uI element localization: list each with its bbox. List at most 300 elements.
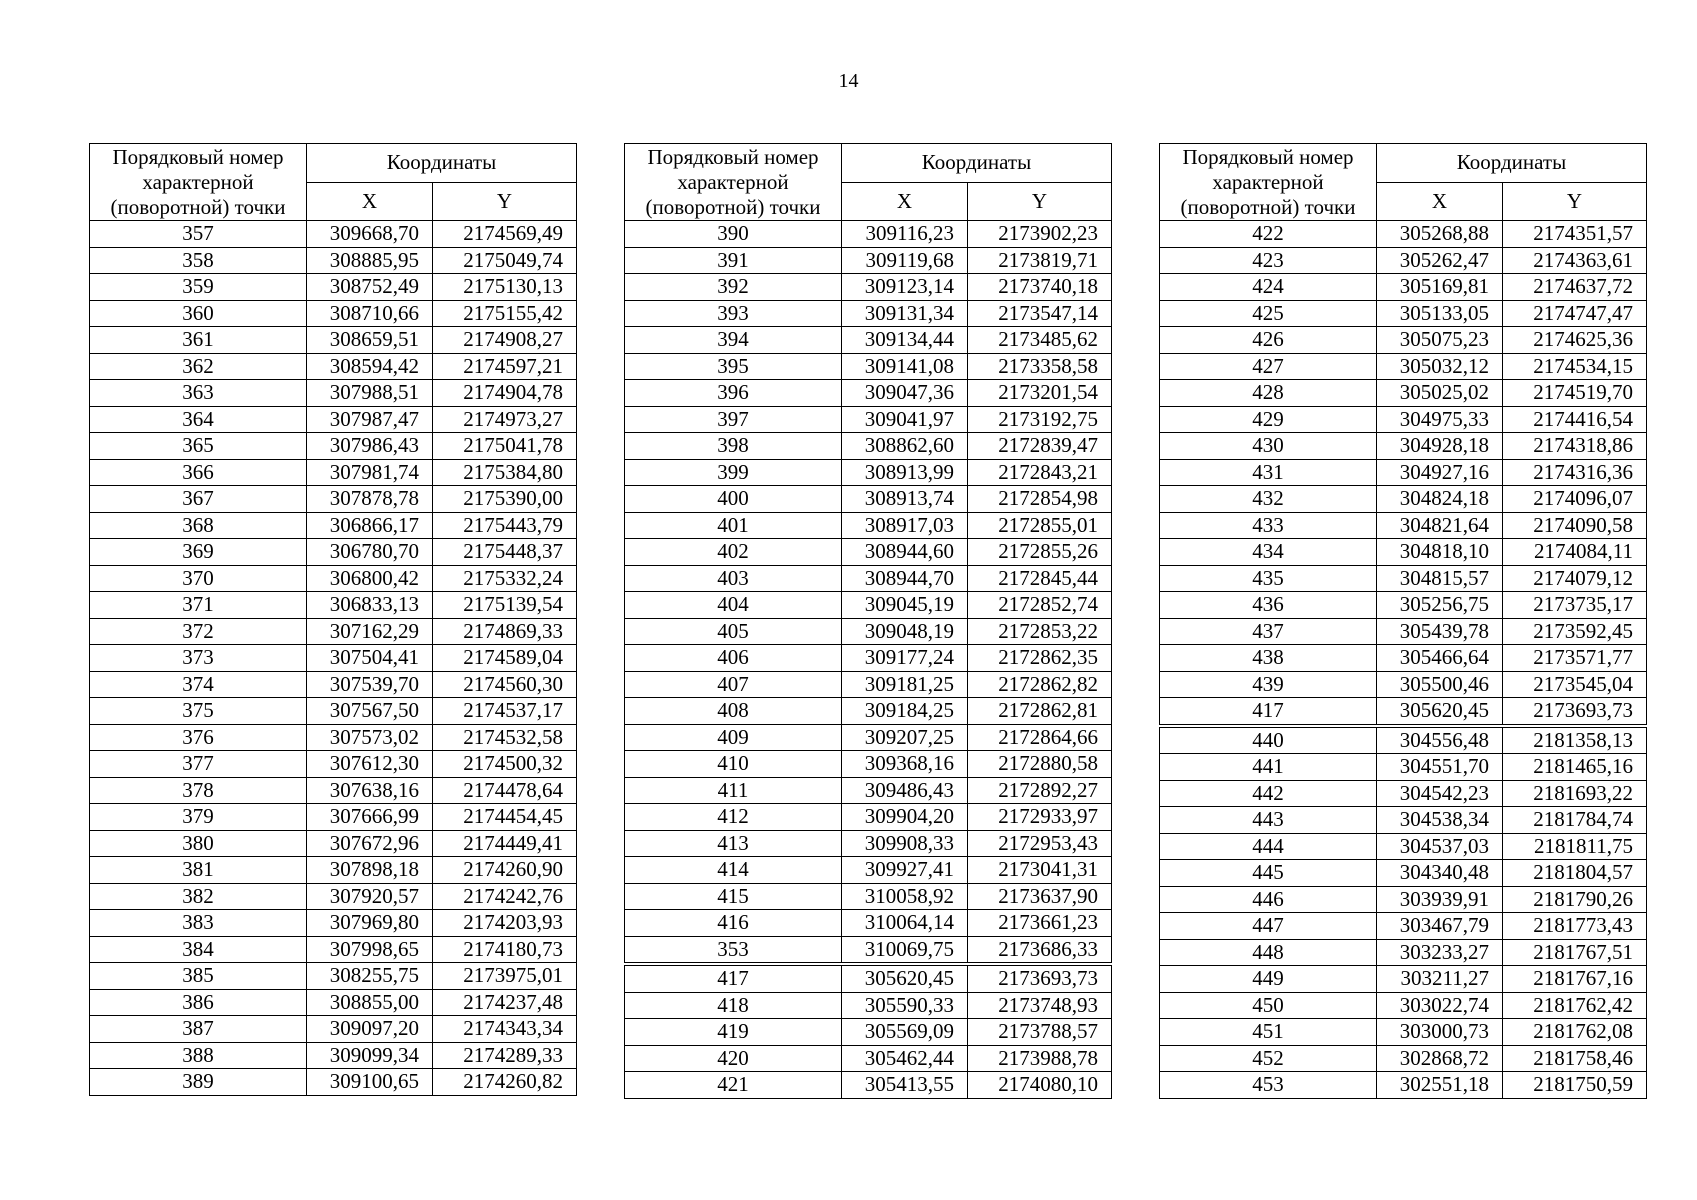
y-coordinate-cell: 2174363,61 [1503,247,1647,274]
y-coordinate-cell: 2181811,75 [1503,833,1647,860]
point-number-cell: 396 [625,380,842,407]
point-number-cell: 433 [1160,512,1377,539]
x-coordinate-cell: 304537,03 [1377,833,1503,860]
x-coordinate-cell: 308594,42 [307,353,433,380]
y-coordinate-cell: 2172852,74 [968,592,1112,619]
table-row [625,804,1112,831]
x-coordinate-cell: 307987,47 [307,406,433,433]
table-row [90,618,577,645]
y-coordinate-cell: 2181790,26 [1503,886,1647,913]
point-number-cell: 439 [1160,671,1377,698]
point-number-cell: 453 [1160,1072,1377,1099]
y-coordinate-cell: 2173661,23 [968,910,1112,937]
table-row [625,777,1112,804]
x-coordinate-cell: 307878,78 [307,486,433,513]
point-number-cell: 412 [625,804,842,831]
table-row [90,406,577,433]
table-row [1160,1072,1647,1099]
point-number-cell: 408 [625,698,842,725]
point-number-cell: 423 [1160,247,1377,274]
y-coordinate-cell: 2181358,13 [1503,726,1647,754]
x-coordinate-cell: 305413,55 [842,1072,968,1099]
y-coordinate-cell: 2175155,42 [433,300,577,327]
table-row [625,698,1112,725]
table-row [625,671,1112,698]
y-coordinate-cell: 2173819,71 [968,247,1112,274]
table-row [90,724,577,751]
point-number-cell: 394 [625,327,842,354]
table-row [625,830,1112,857]
y-coordinate-cell: 2173748,93 [968,992,1112,1019]
x-coordinate-cell: 304927,16 [1377,459,1503,486]
point-number-cell: 417 [1160,698,1377,726]
y-coordinate-cell: 2175041,78 [433,433,577,460]
table-row [625,247,1112,274]
table-row [1160,860,1647,887]
table-row [90,539,577,566]
point-number-cell: 452 [1160,1045,1377,1072]
x-coordinate-cell: 309116,23 [842,221,968,248]
y-coordinate-cell: 2173485,62 [968,327,1112,354]
table-row [90,645,577,672]
table-row [90,751,577,778]
point-number-cell: 392 [625,274,842,301]
y-coordinate-cell: 2173201,54 [968,380,1112,407]
x-coordinate-cell: 307567,50 [307,698,433,725]
x-coordinate-cell: 307981,74 [307,459,433,486]
y-coordinate-cell: 2175448,37 [433,539,577,566]
table-row [625,406,1112,433]
point-number-cell: 424 [1160,274,1377,301]
table-row [625,592,1112,619]
y-coordinate-cell: 2174637,72 [1503,274,1647,301]
table-row [625,274,1112,301]
coordinates-table-3 [1159,143,1647,1099]
y-coordinate-cell: 2174260,82 [433,1069,577,1096]
point-number-cell: 373 [90,645,307,672]
point-number-cell: 377 [90,751,307,778]
y-coordinate-cell: 2173693,73 [968,964,1112,992]
y-coordinate-cell: 2174869,33 [433,618,577,645]
x-coordinate-cell: 304975,33 [1377,406,1503,433]
point-number-header: Порядковый номер характерной (поворотной) точки [1160,144,1377,221]
point-number-cell: 386 [90,989,307,1016]
table-row [1160,698,1647,726]
x-coordinate-cell: 309184,25 [842,698,968,725]
point-number-cell: 353 [625,936,842,964]
x-coordinate-cell: 308944,60 [842,539,968,566]
point-number-cell: 432 [1160,486,1377,513]
table-row [625,910,1112,937]
y-coordinate-cell: 2174904,78 [433,380,577,407]
y-coordinate-cell: 2174589,04 [433,645,577,672]
x-coordinate-cell: 309181,25 [842,671,968,698]
x-coordinate-cell: 309041,97 [842,406,968,433]
x-coordinate-cell: 308944,70 [842,565,968,592]
point-number-cell: 366 [90,459,307,486]
y-coordinate-cell: 2181750,59 [1503,1072,1647,1099]
y-coordinate-cell: 2174318,86 [1503,433,1647,460]
y-coordinate-cell: 2174084,11 [1503,539,1647,566]
point-number-cell: 429 [1160,406,1377,433]
x-coordinate-cell: 303939,91 [1377,886,1503,913]
point-number-cell: 384 [90,936,307,963]
coordinates-header: Координаты [1377,144,1647,183]
table-row [1160,780,1647,807]
point-number-cell: 403 [625,565,842,592]
point-number-cell: 420 [625,1045,842,1072]
y-coordinate-cell: 2174560,30 [433,671,577,698]
y-coordinate-cell: 2172853,22 [968,618,1112,645]
point-number-cell: 410 [625,751,842,778]
point-number-cell: 416 [625,910,842,937]
x-coordinate-cell: 309927,41 [842,857,968,884]
point-number-cell: 399 [625,459,842,486]
table-row [625,512,1112,539]
x-coordinate-cell: 309908,33 [842,830,968,857]
y-coordinate-cell: 2174096,07 [1503,486,1647,513]
x-coordinate-cell: 307162,29 [307,618,433,645]
x-coordinate-cell: 303000,73 [1377,1019,1503,1046]
point-number-cell: 428 [1160,380,1377,407]
x-coordinate-cell: 305500,46 [1377,671,1503,698]
y-coordinate-cell: 2175443,79 [433,512,577,539]
table-row [90,989,577,1016]
table-row [90,380,577,407]
x-coordinate-cell: 305262,47 [1377,247,1503,274]
y-coordinate-cell: 2174532,58 [433,724,577,751]
point-number-cell: 358 [90,247,307,274]
table-row [90,830,577,857]
y-coordinate-cell: 2181465,16 [1503,754,1647,781]
y-coordinate-cell: 2173693,73 [1503,698,1647,726]
table-row [1160,833,1647,860]
point-number-cell: 362 [90,353,307,380]
y-coordinate-cell: 2173547,14 [968,300,1112,327]
point-number-cell: 407 [625,671,842,698]
x-coordinate-cell: 309100,65 [307,1069,433,1096]
x-coordinate-cell: 306866,17 [307,512,433,539]
x-coordinate-cell: 305268,88 [1377,221,1503,248]
y-coordinate-cell: 2174351,57 [1503,221,1647,248]
table-row [90,936,577,963]
y-coordinate-cell: 2173975,01 [433,963,577,990]
x-coordinate-cell: 306780,70 [307,539,433,566]
x-coordinate-cell: 308913,99 [842,459,968,486]
y-coordinate-cell: 2172862,81 [968,698,1112,725]
table-row [625,883,1112,910]
table-row [90,1042,577,1069]
point-number-cell: 389 [90,1069,307,1096]
y-coordinate-cell: 2174973,27 [433,406,577,433]
y-coordinate-cell: 2175049,74 [433,247,577,274]
table-row [1160,486,1647,513]
y-coordinate-cell: 2174519,70 [1503,380,1647,407]
x-coordinate-cell: 308862,60 [842,433,968,460]
x-coordinate-cell: 302551,18 [1377,1072,1503,1099]
point-number-cell: 361 [90,327,307,354]
table-row [1160,754,1647,781]
x-coordinate-cell: 309123,14 [842,274,968,301]
point-number-cell: 402 [625,539,842,566]
table-row [90,353,577,380]
y-coordinate-cell: 2181758,46 [1503,1045,1647,1072]
y-coordinate-cell: 2172845,44 [968,565,1112,592]
coordinates-header: Координаты [842,144,1112,183]
table-row [90,857,577,884]
y-coordinate-cell: 2172953,43 [968,830,1112,857]
y-coordinate-cell: 2173358,58 [968,353,1112,380]
y-coordinate-cell: 2181767,51 [1503,939,1647,966]
x-coordinate-cell: 304928,18 [1377,433,1503,460]
x-coordinate-cell: 303467,79 [1377,913,1503,940]
y-coordinate-cell: 2172855,01 [968,512,1112,539]
x-coordinate-cell: 307986,43 [307,433,433,460]
y-header: Y [968,182,1112,221]
table-row [1160,433,1647,460]
x-coordinate-cell: 305439,78 [1377,618,1503,645]
y-coordinate-cell: 2174454,45 [433,804,577,831]
x-header: X [307,182,433,221]
table-row [625,1045,1112,1072]
table-row [1160,992,1647,1019]
point-number-cell: 411 [625,777,842,804]
y-coordinate-cell: 2173592,45 [1503,618,1647,645]
point-number-cell: 364 [90,406,307,433]
y-coordinate-cell: 2181762,08 [1503,1019,1647,1046]
y-coordinate-cell: 2173902,23 [968,221,1112,248]
point-number-cell: 406 [625,645,842,672]
point-number-cell: 422 [1160,221,1377,248]
point-number-cell: 409 [625,724,842,751]
x-coordinate-cell: 304556,48 [1377,726,1503,754]
coordinates-table-1 [89,143,577,1096]
point-number-cell: 387 [90,1016,307,1043]
point-number-cell: 421 [625,1072,842,1099]
table-row [625,459,1112,486]
y-coordinate-cell: 2174625,36 [1503,327,1647,354]
point-number-cell: 405 [625,618,842,645]
point-number-header: Порядковый номер характерной (поворотной) точки [625,144,842,221]
point-number-cell: 404 [625,592,842,619]
point-number-cell: 436 [1160,592,1377,619]
x-coordinate-cell: 307638,16 [307,777,433,804]
table-row [1160,1019,1647,1046]
point-number-cell: 368 [90,512,307,539]
table-row [90,221,577,248]
table-row [625,992,1112,1019]
point-number-cell: 438 [1160,645,1377,672]
table-body [90,221,577,1096]
point-number-cell: 445 [1160,860,1377,887]
table-row [90,883,577,910]
x-coordinate-cell: 308855,00 [307,989,433,1016]
table-row [1160,671,1647,698]
x-coordinate-cell: 304821,64 [1377,512,1503,539]
y-coordinate-cell: 2173571,77 [1503,645,1647,672]
y-coordinate-cell: 2173740,18 [968,274,1112,301]
table-row [1160,592,1647,619]
table-row [1160,618,1647,645]
y-coordinate-cell: 2174343,34 [433,1016,577,1043]
y-coordinate-cell: 2173192,75 [968,406,1112,433]
table-row [625,433,1112,460]
table-row [1160,1045,1647,1072]
x-coordinate-cell: 307920,57 [307,883,433,910]
y-coordinate-cell: 2173788,57 [968,1019,1112,1046]
point-number-cell: 443 [1160,807,1377,834]
point-number-cell: 441 [1160,754,1377,781]
point-number-cell: 369 [90,539,307,566]
table-row [90,300,577,327]
x-coordinate-cell: 304815,57 [1377,565,1503,592]
y-coordinate-cell: 2172933,97 [968,804,1112,831]
x-coordinate-cell: 307988,51 [307,380,433,407]
y-coordinate-cell: 2172862,35 [968,645,1112,672]
table-row [625,936,1112,964]
x-coordinate-cell: 302868,72 [1377,1045,1503,1072]
table-body [625,221,1112,1099]
table-row [625,353,1112,380]
x-coordinate-cell: 305466,64 [1377,645,1503,672]
y-coordinate-cell: 2174597,21 [433,353,577,380]
table-row [625,751,1112,778]
point-number-header: Порядковый номер характерной (поворотной) точки [90,144,307,221]
x-coordinate-cell: 303211,27 [1377,966,1503,993]
point-number-cell: 444 [1160,833,1377,860]
y-coordinate-cell: 2174079,12 [1503,565,1647,592]
x-coordinate-cell: 308255,75 [307,963,433,990]
x-coordinate-cell: 307666,99 [307,804,433,831]
x-coordinate-cell: 305032,12 [1377,353,1503,380]
x-coordinate-cell: 304818,10 [1377,539,1503,566]
table-row [625,857,1112,884]
x-coordinate-cell: 309047,36 [842,380,968,407]
table-row [625,1019,1112,1046]
x-coordinate-cell: 309904,20 [842,804,968,831]
y-header: Y [433,182,577,221]
table-row [90,247,577,274]
point-number-cell: 371 [90,592,307,619]
point-number-cell: 372 [90,618,307,645]
x-coordinate-cell: 305569,09 [842,1019,968,1046]
page-number: 14 [838,70,859,92]
y-coordinate-cell: 2172880,58 [968,751,1112,778]
y-coordinate-cell: 2174908,27 [433,327,577,354]
x-coordinate-cell: 306800,42 [307,565,433,592]
y-coordinate-cell: 2173637,90 [968,883,1112,910]
y-coordinate-cell: 2174500,32 [433,751,577,778]
point-number-cell: 391 [625,247,842,274]
point-number-cell: 390 [625,221,842,248]
x-coordinate-cell: 309045,19 [842,592,968,619]
x-coordinate-cell: 305075,23 [1377,327,1503,354]
table-row [90,1016,577,1043]
x-coordinate-cell: 309119,68 [842,247,968,274]
point-number-cell: 434 [1160,539,1377,566]
y-coordinate-cell: 2174203,93 [433,910,577,937]
point-number-cell: 382 [90,883,307,910]
x-coordinate-cell: 309368,16 [842,751,968,778]
table-row [1160,247,1647,274]
table-row [625,327,1112,354]
x-header: X [1377,182,1503,221]
table-row [90,433,577,460]
point-number-cell: 427 [1160,353,1377,380]
y-coordinate-cell: 2174316,36 [1503,459,1647,486]
y-coordinate-cell: 2175332,24 [433,565,577,592]
x-coordinate-cell: 303022,74 [1377,992,1503,1019]
point-number-cell: 449 [1160,966,1377,993]
table-row [1160,300,1647,327]
x-coordinate-cell: 307672,96 [307,830,433,857]
point-number-cell: 414 [625,857,842,884]
table-row [90,777,577,804]
table-row [90,565,577,592]
table-row [90,963,577,990]
x-coordinate-cell: 309141,08 [842,353,968,380]
point-number-cell: 383 [90,910,307,937]
y-coordinate-cell: 2174478,64 [433,777,577,804]
x-coordinate-cell: 308917,03 [842,512,968,539]
x-coordinate-cell: 305169,81 [1377,274,1503,301]
y-coordinate-cell: 2181773,43 [1503,913,1647,940]
y-coordinate-cell: 2174289,33 [433,1042,577,1069]
table-row [625,565,1112,592]
point-number-cell: 380 [90,830,307,857]
x-header: X [842,182,968,221]
x-coordinate-cell: 308885,95 [307,247,433,274]
x-coordinate-cell: 307998,65 [307,936,433,963]
table-row [625,539,1112,566]
point-number-cell: 415 [625,883,842,910]
x-coordinate-cell: 305462,44 [842,1045,968,1072]
point-number-cell: 401 [625,512,842,539]
point-number-cell: 381 [90,857,307,884]
table-row [625,300,1112,327]
table-row [1160,459,1647,486]
y-coordinate-cell: 2174449,41 [433,830,577,857]
point-number-cell: 448 [1160,939,1377,966]
x-coordinate-cell: 309048,19 [842,618,968,645]
point-number-cell: 425 [1160,300,1377,327]
point-number-cell: 388 [90,1042,307,1069]
y-coordinate-cell: 2175139,54 [433,592,577,619]
point-number-cell: 418 [625,992,842,1019]
y-coordinate-cell: 2174747,47 [1503,300,1647,327]
table-row [90,698,577,725]
point-number-cell: 360 [90,300,307,327]
point-number-cell: 447 [1160,913,1377,940]
table-body [1160,221,1647,1099]
y-coordinate-cell: 2172855,26 [968,539,1112,566]
point-number-cell: 375 [90,698,307,725]
point-number-cell: 437 [1160,618,1377,645]
point-number-cell: 413 [625,830,842,857]
table-row [90,592,577,619]
y-coordinate-cell: 2181693,22 [1503,780,1647,807]
x-coordinate-cell: 309131,34 [842,300,968,327]
y-coordinate-cell: 2181762,42 [1503,992,1647,1019]
point-number-cell: 431 [1160,459,1377,486]
y-coordinate-cell: 2172892,27 [968,777,1112,804]
point-number-cell: 367 [90,486,307,513]
y-coordinate-cell: 2175130,13 [433,274,577,301]
x-coordinate-cell: 307898,18 [307,857,433,884]
x-coordinate-cell: 309099,34 [307,1042,433,1069]
y-coordinate-cell: 2174080,10 [968,1072,1112,1099]
table-row [90,671,577,698]
